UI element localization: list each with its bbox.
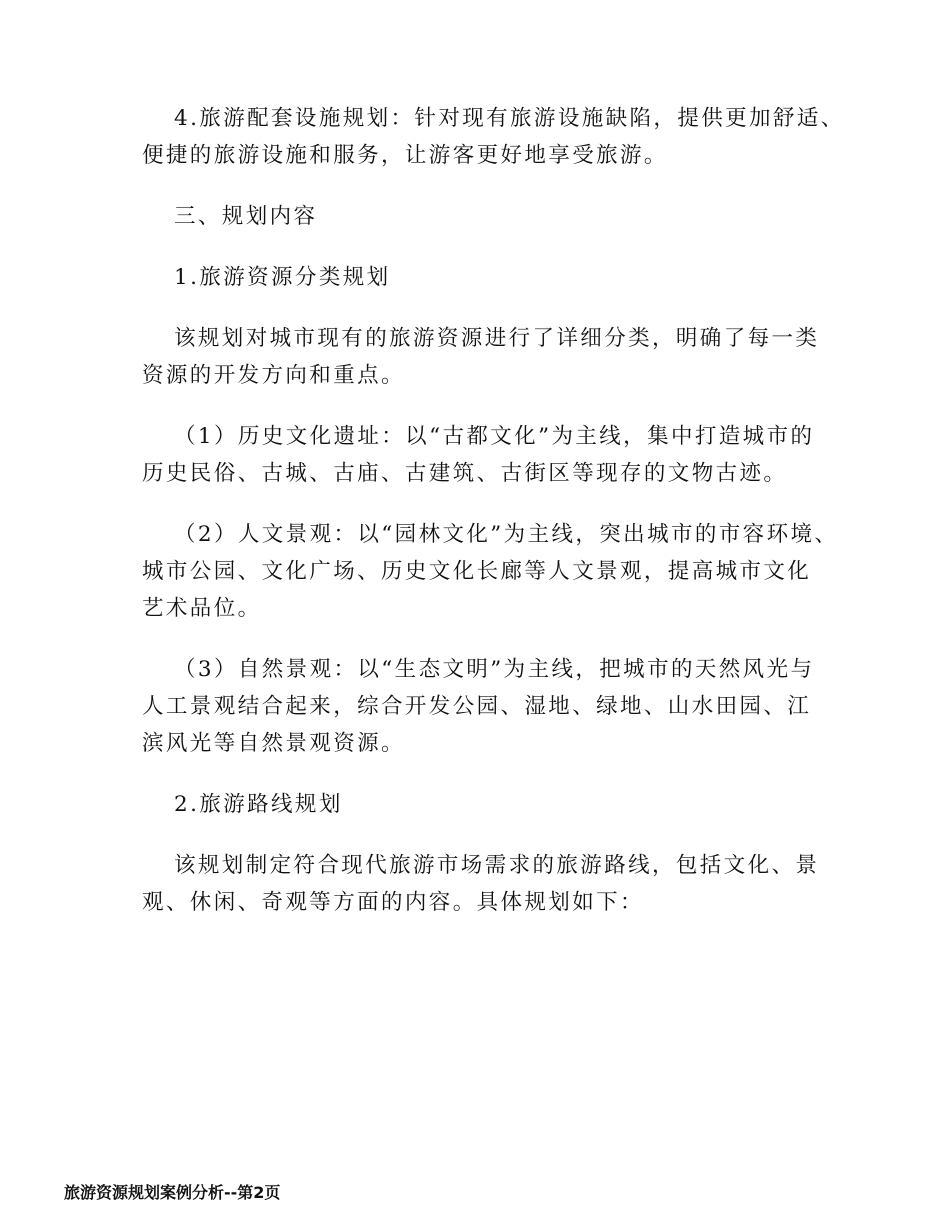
paragraph-facilities: [142, 100, 845, 174]
paragraph-tour-routes: [142, 847, 842, 921]
text-line: 2.旅游路线规划: [174, 792, 343, 817]
text-line: 三、规划内容: [174, 204, 318, 229]
text-line: 人工景观结合起来，综合开发公园、湿地、绿地、山水田园、江: [142, 694, 812, 719]
text-line: 城市公园、文化广场、历史文化长廊等人文景观，提高城市文化: [142, 559, 812, 584]
text-line: 滨风光等自然景观资源。: [142, 731, 405, 756]
paragraph-historical-sites: [142, 418, 842, 492]
text-line: 观、休闲、奇观等方面的内容。具体规划如下：: [142, 890, 644, 915]
paragraph-cultural-landscape: [142, 516, 842, 627]
text-line: 4.旅游配套设施规划：针对现有旅游设施缺陷，提供更加舒适、: [174, 106, 845, 131]
document-body: [142, 100, 845, 921]
subheading-tour-routes: [142, 786, 842, 823]
section-heading-planning-content: [142, 198, 842, 235]
text-line: 历史民俗、古城、古庙、古建筑、古街区等现存的文物古迹。: [142, 461, 788, 486]
subheading-resource-classification: [142, 259, 842, 296]
text-line: 便捷的旅游设施和服务，让游客更好地享受旅游。: [142, 143, 668, 168]
page-footer: 旅游资源规划案例分析--第2页: [64, 1183, 281, 1202]
text-line: 资源的开发方向和重点。: [142, 363, 405, 388]
text-line: 艺术品位。: [142, 596, 262, 621]
text-line: （1）历史文化遗址：以“古都文化”为主线，集中打造城市的: [174, 424, 815, 449]
paragraph-classification-intro: [142, 320, 842, 394]
text-line: 该规划制定符合现代旅游市场需求的旅游路线，包括文化、景: [174, 853, 820, 878]
text-line: 该规划对城市现有的旅游资源进行了详细分类，明确了每一类: [174, 326, 820, 351]
text-line: （3）自然景观：以“生态文明”为主线，把城市的天然风光与: [174, 657, 815, 682]
text-line: 1.旅游资源分类规划: [174, 265, 391, 290]
text-line: （2）人文景观：以“园林文化”为主线，突出城市的市容环境、: [174, 522, 839, 547]
paragraph-natural-landscape: [142, 651, 842, 762]
